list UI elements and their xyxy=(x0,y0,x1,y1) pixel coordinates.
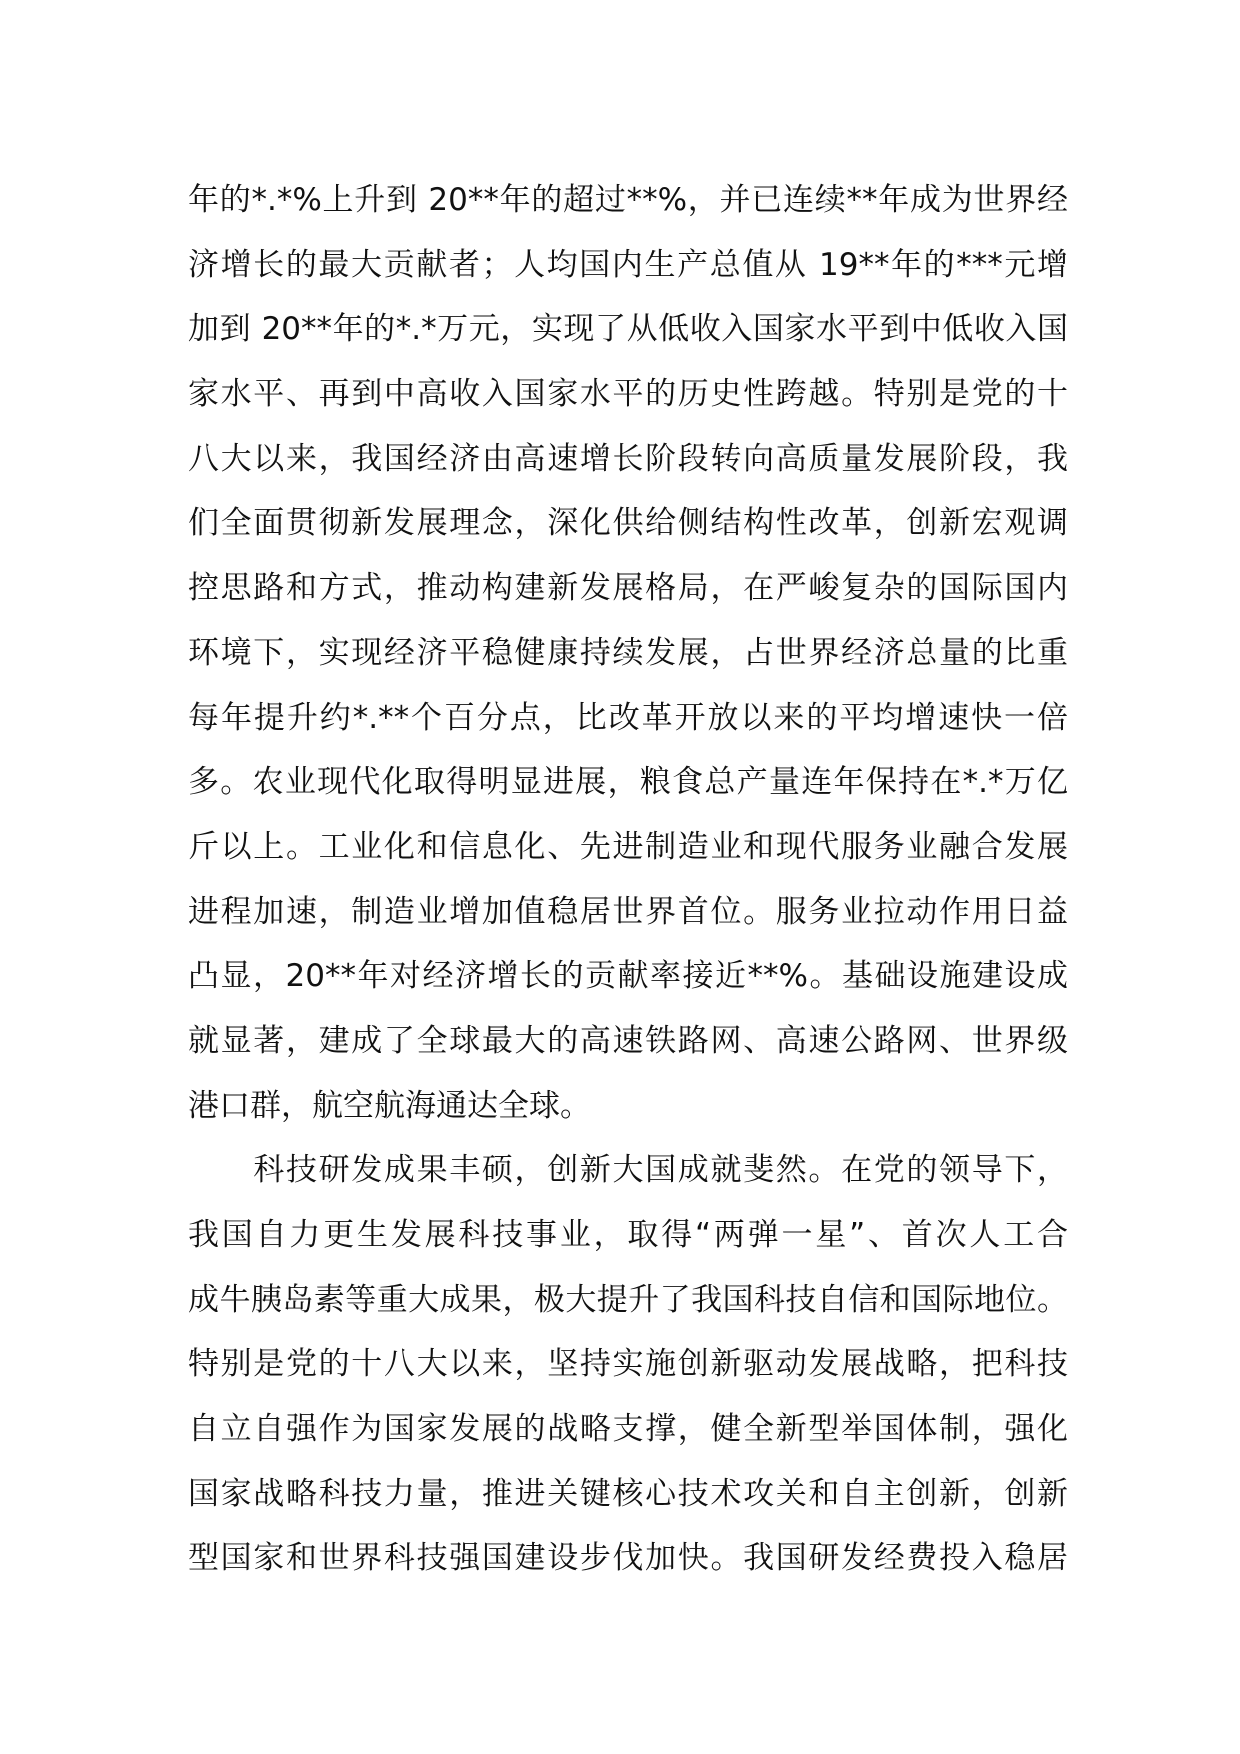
text-line: 八大以来，我国经济由高速增长阶段转向高质量发展阶段，我 xyxy=(188,440,1068,477)
text-line: 自立自强作为国家发展的战略支撑，健全新型举国体制，强化 xyxy=(188,1411,1068,1448)
text-line: 国家战略科技力量，推进关键核心技术攻关和自主创新，创新 xyxy=(188,1475,1068,1512)
body-text xyxy=(188,168,1068,1591)
text-line: 特别是党的十八大以来，坚持实施创新驱动发展战略，把科技 xyxy=(188,1346,1068,1383)
text-line: 控思路和方式，推动构建新发展格局，在严峻复杂的国际国内 xyxy=(188,570,1068,607)
text-line: 每年提升约*.**个百分点，比改革开放以来的平均增速快一倍 xyxy=(188,699,1068,736)
text-line: 环境下，实现经济平稳健康持续发展，占世界经济总量的比重 xyxy=(188,634,1068,671)
text-line: 们全面贯彻新发展理念，深化供给侧结构性改革，创新宏观调 xyxy=(188,505,1068,542)
text-line: 就显著，建成了全球最大的高速铁路网、高速公路网、世界级 xyxy=(188,1022,1068,1059)
text-line: 年的*.*%上升到 20**年的超过**%，并已连续**年成为世界经 xyxy=(188,182,1068,218)
text-line: 我国自力更生发展科技事业，取得“两弹一星”、首次人工合 xyxy=(188,1217,1068,1253)
text-line: 济增长的最大贡献者；人均国内生产总值从 19**年的***元增 xyxy=(188,246,1068,283)
text-line: 成牛胰岛素等重大成果，极大提升了我国科技自信和国际地位。 xyxy=(188,1281,1068,1318)
text-line: 进程加速，制造业增加值稳居世界首位。服务业拉动作用日益 xyxy=(188,893,1068,930)
text-line: 凸显，20**年对经济增长的贡献率接近**%。基础设施建设成 xyxy=(188,958,1068,995)
text-line: 港口群，航空航海通达全球。 xyxy=(188,1087,591,1124)
text-line: 科技研发成果丰硕，创新大国成就斐然。在党的领导下， xyxy=(188,1152,1068,1189)
text-line: 型国家和世界科技强国建设步伐加快。我国研发经费投入稳居 xyxy=(188,1540,1068,1577)
text-line: 家水平、再到中高收入国家水平的历史性跨越。特别是党的十 xyxy=(188,376,1068,413)
text-line: 斤以上。工业化和信息化、先进制造业和现代服务业融合发展 xyxy=(188,828,1068,865)
text-line: 加到 20**年的*.*万元，实现了从低收入国家水平到中低收入国 xyxy=(188,311,1068,348)
text-line: 多。农业现代化取得明显进展，粮食总产量连年保持在*.*万亿 xyxy=(188,764,1068,801)
